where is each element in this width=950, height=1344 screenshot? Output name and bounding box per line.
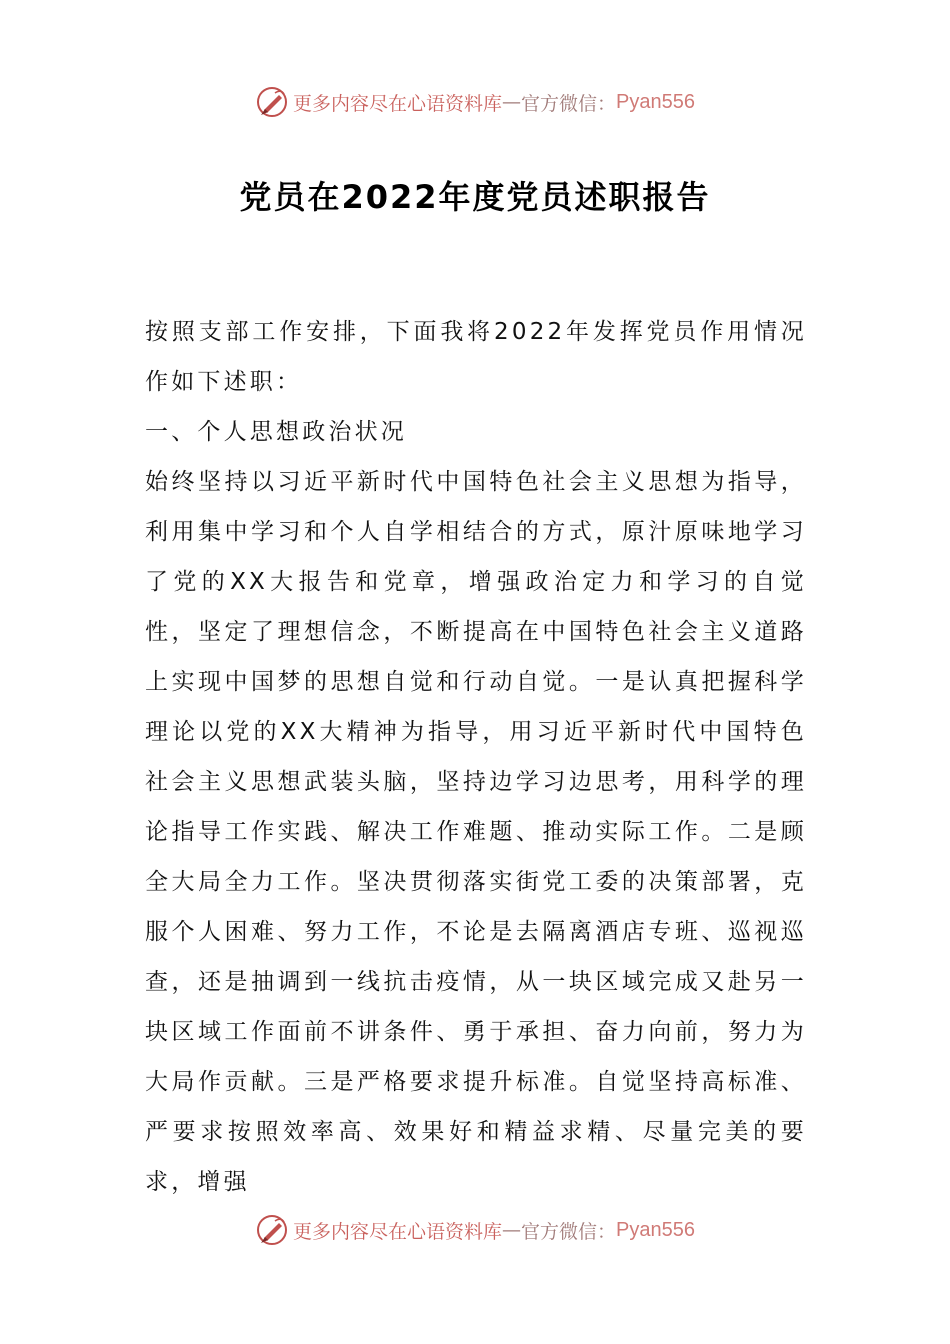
- banner-dash: —: [502, 1219, 522, 1241]
- body-paragraph: 始终坚持以习近平新时代中国特色社会主义思想为指导，利用集中学习和个人自学相结合的方式，原汁原味地学习了党的XX大报告和党章，增强政治定力和学习的自觉性，坚定了理想信念，不断提高在中国特色社会主义道路上实现中国梦的思想自觉和行动自觉。一是认真把握科学理论以党的XX大精神为指导，用习近平新时代中国特色社会主义思想武装头脑，坚持边学习边思考，用科学的理论指导工作实践、解决工作难题、推动实际工作。二是顾全大局全力工作。坚决贯彻落实街党工委的决策部署，克服个人困难、努力工作，不论是去隔离酒店专班、巡视巡查，还是抽调到一线抗击疫情，从一块区域完成又赴另一块区域工作面前不讲条件、勇于承担、奋力向前，努力为大局作贡献。三是严格要求提升标准。自觉坚持高标准、严要求按照效率高、效果好和精益求精、尽量完美的要求，增强: [145, 469, 807, 1195]
- document-title: 党员在2022年度党员述职报告: [239, 178, 711, 216]
- banner-wechat-label: 官方微信：: [521, 92, 617, 115]
- header-watermark-banner: [0, 82, 950, 122]
- banner-text: 更多内容尽在心语资料库: [293, 92, 503, 115]
- footer-watermark-banner: [0, 1210, 950, 1250]
- banner-wechat-label: 官方微信：: [521, 1220, 617, 1243]
- section-heading: 一、个人思想政治状况: [145, 419, 407, 445]
- banner-dash: —: [502, 91, 522, 113]
- pen-logo-icon: [255, 85, 289, 119]
- document-body: [145, 307, 807, 1207]
- body-paragraph: 按照支部工作安排，下面我将2022年发挥党员作用情况作如下述职：: [145, 319, 807, 395]
- banner-text: 更多内容尽在心语资料库: [293, 1220, 503, 1243]
- banner-wechat-id: Pyan556: [616, 1218, 695, 1241]
- banner-wechat-id: Pyan556: [616, 90, 695, 113]
- pen-logo-icon: [255, 1213, 289, 1247]
